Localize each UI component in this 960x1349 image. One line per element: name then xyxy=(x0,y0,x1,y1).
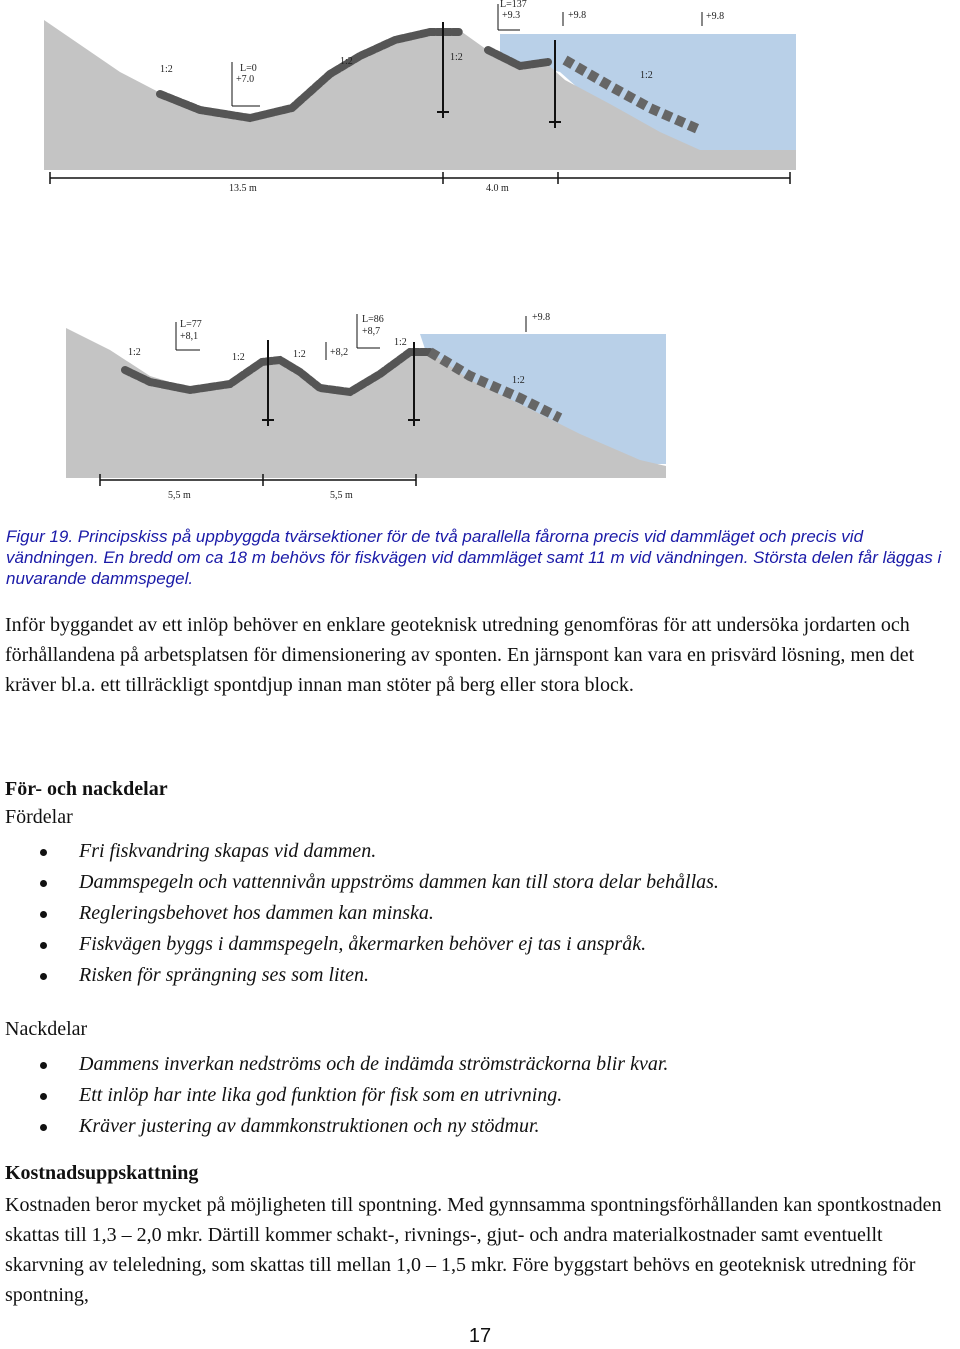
list-item: Fiskvägen byggs i dammspegeln, åkermarken behöver ej tas i anspråk. xyxy=(0,929,719,960)
slope-label: 1:2 xyxy=(340,56,353,67)
advantages-list xyxy=(0,836,719,991)
cross-section-figure-bottom xyxy=(0,300,960,510)
bullet-icon xyxy=(40,1093,47,1100)
cost-paragraph: Kostnaden beror mycket på möjligheten till spontning. Med gynnsamma spontningsförhållanden kan spontkostnaden skattas till 1,3 – 2,0 mkr. Därtill kommer schakt-, rivnings-, gjut- och andra materialkostnader samt eventuellt skarvning av teleledning, som skattas till mellan 1,0 – 1,5 mkr. Före byggstart behövs en geoteknisk utredning för spontning, xyxy=(5,1194,942,1306)
bullet-icon xyxy=(40,911,47,918)
level-label: L=137 xyxy=(500,0,527,10)
bullet-icon xyxy=(40,880,47,887)
slope-label: 1:2 xyxy=(450,52,463,63)
bullet-icon xyxy=(40,1062,47,1069)
water-level-label: +9.8 xyxy=(568,10,587,21)
section-heading: För- och nackdelar xyxy=(5,778,168,800)
list-item: Fri fiskvandring skapas vid dammen. xyxy=(0,836,719,867)
dimension-label: 5,5 m xyxy=(168,490,191,501)
slope-label: 1:2 xyxy=(128,347,141,358)
disadvantages-heading: Nackdelar xyxy=(5,1018,88,1040)
bullet-icon xyxy=(40,973,47,980)
level-label: +8,1 xyxy=(180,331,199,342)
list-item: Ett inlöp har inte lika god funktion för fisk som en utrivning. xyxy=(0,1080,668,1111)
level-label: +8,7 xyxy=(362,326,381,337)
slope-label: 1:2 xyxy=(293,349,306,360)
slope-label: 1:2 xyxy=(640,70,653,81)
advantages-heading: Fördelar xyxy=(5,806,73,828)
list-item: Dammens inverkan nedströms och de indämda strömsträckorna blir kvar. xyxy=(0,1049,668,1080)
list-item: Risken för sprängning ses som liten. xyxy=(0,960,719,991)
body-paragraph: Inför byggandet av ett inlöp behöver en enklare geoteknisk utredning genomföras för att undersöka jordarten och förhållandena på arbetsplatsen för dimensionering av sponten. En järnspont kan vara en prisvärd lösning, men det kräver bl.a. ett tillräckligt spontdjup innan man stöter på berg eller stora block. xyxy=(5,614,915,696)
slope-label: 1:2 xyxy=(394,337,407,348)
level-label: L=77 xyxy=(180,319,202,330)
slope-label: 1:2 xyxy=(232,352,245,363)
bullet-icon xyxy=(40,849,47,856)
level-label: +9.3 xyxy=(502,10,521,21)
list-item: Kräver justering av dammkonstruktionen och ny stödmur. xyxy=(0,1111,668,1142)
figure-caption: Figur 19. Principskiss på uppbyggda tvärsektioner för de två parallella fårorna precis vid dammläget och precis vid vändningen. En bredd om ca 18 m behövs för fiskvägen vid dammläget samt 11 m vid vändningen. Största delen får läggas i nuvarande dammspegel. xyxy=(6,527,942,588)
level-label: +7.0 xyxy=(236,74,255,85)
cost-heading: Kostnadsuppskattning xyxy=(5,1162,199,1184)
level-label: L=86 xyxy=(362,314,384,325)
slope-label: 1:2 xyxy=(160,64,173,75)
dimension-label: 5,5 m xyxy=(330,490,353,501)
dimension-label: 13.5 m xyxy=(229,183,257,194)
list-item: Dammspegeln och vattennivån uppströms dammen kan till stora delar behållas. xyxy=(0,867,719,898)
cross-section-figure-top xyxy=(0,0,960,200)
water-level-label: +9.8 xyxy=(706,11,725,22)
disadvantages-list xyxy=(0,1049,668,1142)
bullet-icon xyxy=(40,942,47,949)
slope-label: 1:2 xyxy=(512,375,525,386)
water-level-label: +9.8 xyxy=(532,312,551,323)
list-item: Regleringsbehovet hos dammen kan minska. xyxy=(0,898,719,929)
bullet-icon xyxy=(40,1124,47,1131)
level-label: +8,2 xyxy=(330,347,349,358)
level-label: L=0 xyxy=(240,63,257,74)
dimension-label: 4.0 m xyxy=(486,183,509,194)
page-number: 17 xyxy=(468,1325,492,1347)
